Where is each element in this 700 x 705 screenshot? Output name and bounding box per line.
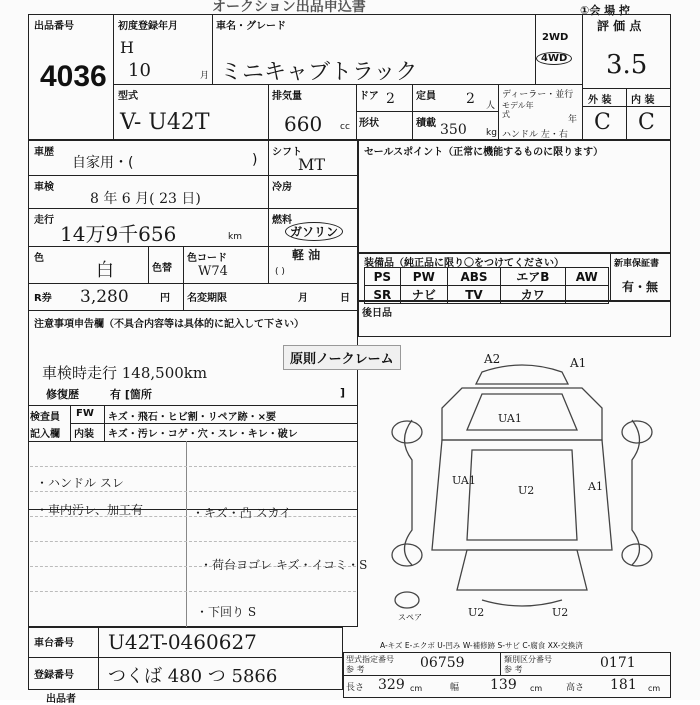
inspector-interior: 内装	[74, 429, 94, 440]
history-label: 車歴	[34, 147, 54, 158]
name-change-label: 名変期限	[187, 293, 227, 304]
length-label: 長さ	[346, 683, 365, 693]
front-bumper-shape	[476, 365, 568, 384]
lot-number: 4036	[40, 60, 107, 93]
exterior-grade: C	[594, 110, 611, 135]
footer-exhibitor-label: 出品者	[46, 694, 76, 705]
equip-pw: PW	[400, 268, 447, 286]
inspection-label: 車検	[34, 182, 54, 193]
damage-code-legend: A-キズ E-エクボ U-凹み W-補修跡 S-サビ C-腐食 XX-交換済	[380, 641, 583, 650]
left-side-shape	[405, 420, 413, 565]
rear-bumper-shape	[482, 600, 562, 606]
displacement-label: 排気量	[272, 91, 302, 102]
rear-gate-shape	[457, 550, 587, 590]
mileage-label: 走行	[34, 215, 54, 226]
width-value: 139	[490, 677, 517, 693]
ac-label: 冷房	[272, 182, 292, 193]
color-label: 色	[34, 253, 44, 264]
displacement-unit: cc	[340, 122, 350, 132]
registration-month-unit: 月	[200, 71, 210, 81]
equipment-table	[364, 267, 609, 304]
inspector-fw: FW	[76, 408, 94, 419]
fuel-gasoline-circled: ガソリン	[285, 222, 343, 241]
color-value: 白	[96, 260, 114, 281]
equip-leather: カワ	[501, 286, 566, 304]
fuel-other: ( )	[275, 267, 285, 277]
load-unit: kg	[486, 128, 497, 138]
rear-left-wheel-icon	[392, 544, 422, 566]
first-registration-label: 初度登録年月	[118, 21, 178, 32]
load-value: 350	[440, 122, 467, 138]
equip-ps: PS	[365, 268, 401, 286]
diagram-mark-ua1-side: UA1	[452, 474, 476, 487]
type-approval-label: 型式指定番号	[346, 655, 394, 664]
doors-label: ドア	[359, 91, 379, 102]
no-claim-stamp: 原則ノークレーム	[283, 345, 401, 370]
capacity-label: 定員	[416, 91, 436, 102]
repair-history-close: ]	[340, 386, 346, 399]
rear-right-wheel-icon	[622, 544, 652, 566]
equip-sr: SR	[365, 286, 401, 304]
registration-year: 10	[128, 60, 151, 81]
doors-value: 2	[386, 91, 395, 107]
plate-number: つくば 480 つ 5866	[108, 666, 278, 687]
remarks-area	[28, 441, 358, 627]
later-items-box	[358, 301, 671, 337]
history-close: )	[252, 152, 258, 168]
load-label: 積載	[416, 118, 436, 129]
type-approval-value: 06759	[420, 655, 465, 671]
exterior-label: 外 装	[588, 95, 612, 106]
drive-2wd: 2WD	[542, 32, 569, 43]
inspection-value: 8 年 6 月( 23 日)	[90, 191, 201, 207]
remark-1: ・ハンドル スレ	[36, 476, 124, 490]
name-change-month: 月	[298, 293, 308, 304]
color-exchange-label: 色替	[152, 263, 172, 274]
class-value: 0171	[600, 655, 636, 671]
remark-3: ・キズ・凸 スカイ	[192, 506, 292, 520]
front-right-wheel-icon	[622, 421, 652, 443]
width-label: 幅	[450, 683, 460, 693]
handle-label: ハンドル 左・右	[502, 130, 568, 140]
sales-point-label: セールスポイント（正常に機能するものに限ります）	[364, 147, 604, 158]
equip-tv: TV	[447, 286, 500, 304]
diagram-mark-a2: A2	[484, 352, 501, 366]
recycle-value: 3,280	[80, 287, 129, 307]
repair-history-label: 修復歴	[46, 388, 79, 401]
diagram-mark-a1-front: A1	[570, 356, 587, 370]
inspector-label-1: 検査員	[30, 412, 60, 423]
notes-line-1: 車検時走行 148,500km	[42, 364, 208, 382]
inspector-fw-items: キズ・飛石・ヒビ割・リペア跡・×要	[108, 412, 276, 423]
dealer-label: ディーラー・並行	[502, 90, 574, 100]
diagram-mark-ua1-roof: UA1	[498, 412, 522, 425]
windshield-shape	[467, 394, 577, 430]
length-value: 329	[378, 677, 405, 693]
remark-5: ・下回り S	[196, 605, 257, 619]
chassis-label: 車台番号	[34, 638, 74, 649]
notes-label: 注意事項申告欄（不具合内容等は具体的に記入して下さい）	[34, 319, 304, 330]
class-ref: 参 考	[504, 665, 523, 674]
inspector-label-2: 記入欄	[30, 429, 60, 440]
front-left-wheel-icon	[392, 421, 422, 443]
equip-navi: ナビ	[400, 286, 447, 304]
length-unit: cm	[410, 684, 423, 693]
class-label: 類別区分番号	[504, 655, 552, 664]
spare-label: スペア	[398, 613, 422, 622]
spare-tire-icon	[395, 592, 419, 608]
recycle-label: R券	[34, 293, 52, 304]
model-year-unit: 年	[568, 115, 578, 125]
remark-4: ・荷台ヨゴレ キズ・イコミ・S	[200, 558, 368, 572]
history-value: 自家用・(	[72, 155, 134, 171]
model-label: 型式	[118, 91, 138, 102]
fuel-diesel: 軽 油	[292, 248, 321, 262]
diagram-mark-u2-bed: U2	[518, 484, 535, 497]
diagram-mark-u2-rear-left: U2	[468, 606, 485, 619]
height-unit: cm	[648, 684, 661, 693]
plate-label: 登録番号	[34, 670, 74, 681]
lot-number-label: 出品番号	[34, 21, 74, 32]
score-label: 評 価 点	[597, 19, 642, 33]
equip-airbag: エアB	[501, 268, 566, 286]
color-code-label: 色コード	[187, 253, 227, 264]
model-year-label: モデル年式	[502, 101, 534, 119]
score-value: 3.5	[606, 50, 648, 80]
shift-value: MT	[298, 155, 326, 174]
height-value: 181	[610, 677, 637, 693]
capacity-value: 2	[466, 91, 475, 107]
type-approval-ref: 参 考	[346, 665, 365, 674]
venue-copy-label: ①会 場 控	[580, 4, 630, 17]
capacity-unit: 人	[486, 101, 496, 111]
interior-label: 内 装	[631, 95, 655, 106]
shift-label: シフト	[272, 147, 302, 158]
displacement-value: 660	[284, 112, 323, 136]
width-unit: cm	[530, 684, 543, 693]
later-items-label: 後日品	[362, 308, 392, 319]
shape-label: 形状	[359, 118, 379, 129]
name-change-day: 日	[340, 293, 350, 304]
mileage-unit: km	[228, 232, 242, 242]
model-code: V- U42T	[120, 110, 210, 135]
new-warranty-label: 新車保証書	[614, 259, 660, 269]
repair-history-value: 有 [箇所	[110, 388, 152, 401]
mileage-value: 14万9千656	[60, 222, 177, 246]
equip-abs: ABS	[447, 268, 500, 286]
right-side-shape	[632, 420, 640, 565]
sheet-title-fragment: オークション出品申込書	[212, 0, 366, 15]
diagram-mark-u2-rear-right: U2	[552, 606, 569, 619]
interior-grade: C	[638, 110, 655, 135]
inspector-interior-items: キズ・汚レ・コゲ・穴・スレ・キレ・破レ	[108, 429, 298, 440]
car-name: ミニキャブトラック	[220, 60, 418, 85]
height-label: 高さ	[566, 683, 585, 693]
registration-era: H	[120, 38, 134, 57]
drive-4wd-circled: 4WD	[536, 52, 572, 65]
new-warranty-value: 有・無	[622, 280, 659, 294]
equip-aw: AW	[565, 268, 608, 286]
color-code: W74	[198, 264, 228, 279]
cab-roof-shape	[442, 388, 602, 440]
fuel-label: 燃料	[272, 215, 292, 226]
diagram-mark-a1-side: A1	[588, 480, 603, 493]
equipment-label: 装備品（純正品に限り〇をつけてください）	[364, 258, 564, 269]
chassis-number: U42T-0460627	[108, 630, 257, 654]
recycle-unit: 円	[160, 293, 170, 304]
remark-2: ・車内汚レ、加工有	[36, 503, 144, 517]
car-name-label: 車名・グレード	[216, 21, 286, 32]
